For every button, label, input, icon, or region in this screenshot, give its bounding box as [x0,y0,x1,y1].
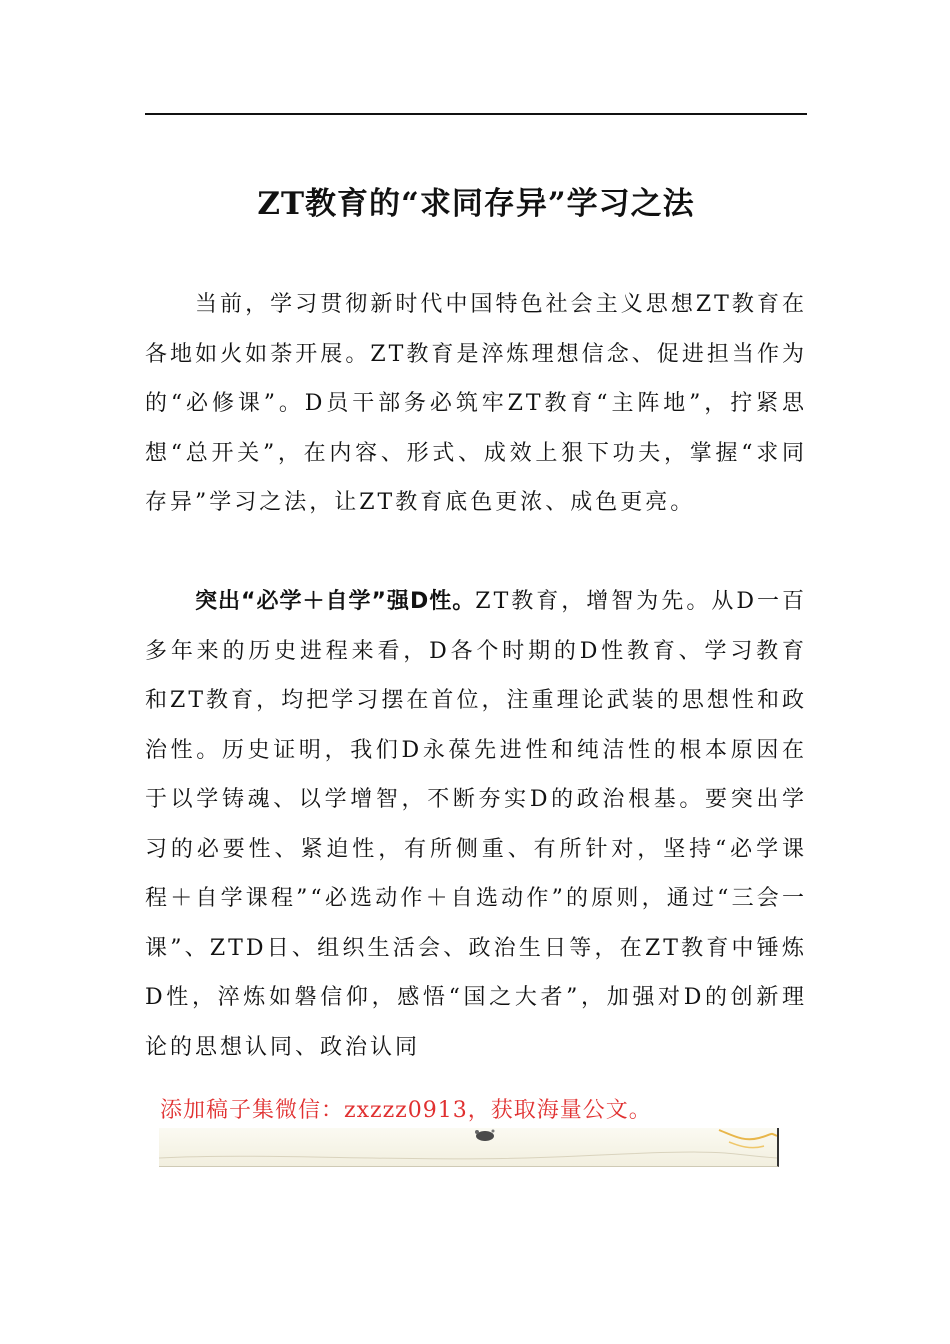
gold-wave-line [729,1142,764,1148]
section-1-heading: 突出“必学＋自学”强D性。 [195,589,476,614]
document-body [145,280,807,1072]
gold-wave-line [719,1130,777,1139]
paragraph-intro-text: 当前，学习贯彻新时代中国特色社会主义思想ZT教育在各地如火如荼开展。ZT教育是淬炼理想信念、促进担当作为的“必修课”。D员干部务必筑牢ZT教育“主阵地”，拧紧思想“总开关”，在内容、形式、成效上狠下功夫，掌握“求同存异”学习之法，让ZT教育底色更浓、成色更亮。 [145,292,807,515]
faint-wave-line [159,1152,777,1159]
banner-decoration-graphic [159,1128,777,1166]
promo-banner-image[interactable] [159,1128,779,1167]
promo-text[interactable]: 添加稿子集微信：zxzzz0913，获取海量公文。 [160,1098,652,1123]
paragraph-section-1 [145,577,807,1072]
paragraph-section-1-text: ZT教育，增智为先。从D一百多年来的历史进程来看，D各个时期的D性教育、学习教育和ZT教育，均把学习摆在首位，注重理论武装的思想性和政治性。历史证明，我们D永葆先进性和纯洁性的根本原因在于以学铸魂、以学增智，不断夯实D的政治根基。要突出学习的必要性、紧迫性，有所侧重、有所针对，坚持“必学课程＋自学课程”“必选动作＋自选动作”的原则，通过“三会一课”、ZTD日、组织生活会、政治生日等，在ZT教育中锤炼D性，淬炼如磐信仰，感悟“国之大者”，加强对D的创新理论的思想认同、政治认同 [145,589,807,1060]
document-title: ZT教育的“求同存异”学习之法 [257,186,695,222]
ink-dot-shape [492,1130,495,1133]
paragraph-intro [145,280,807,577]
ink-dot-shape [475,1130,479,1134]
header-rule [145,113,807,115]
